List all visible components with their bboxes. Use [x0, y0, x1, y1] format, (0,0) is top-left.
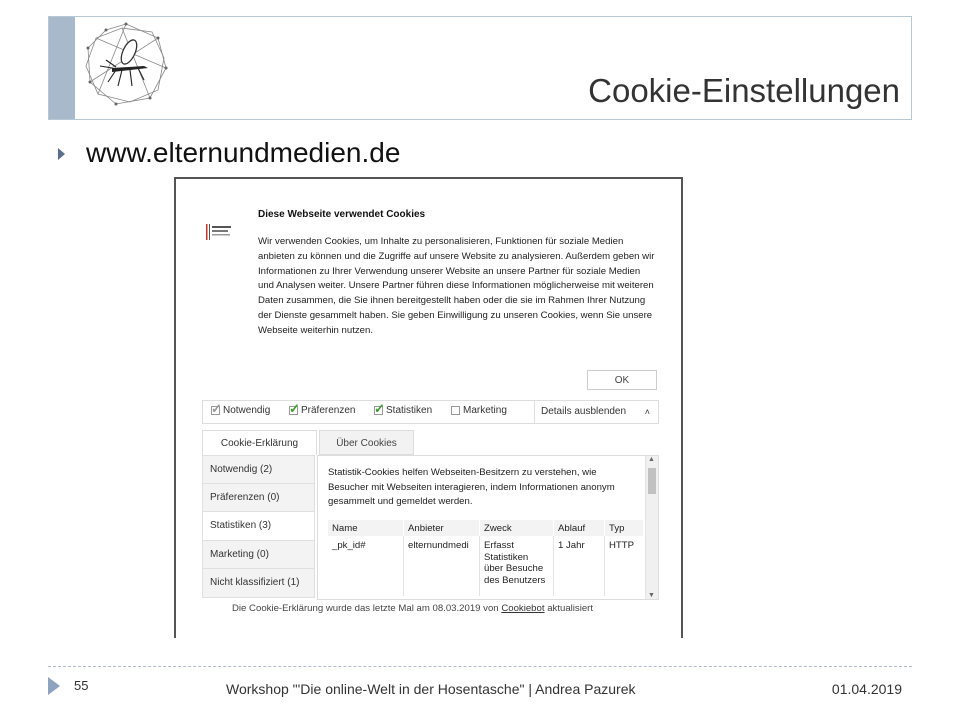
checkbox-marketing[interactable]: [451, 405, 507, 416]
checkbox-box: [211, 401, 222, 416]
checkbox-notwendig[interactable]: [211, 401, 271, 416]
footer-title: Workshop "'Die online-Welt in der Hosentasche" | Andrea Pazurek: [226, 681, 636, 697]
checkbox-label: Marketing: [463, 405, 507, 416]
checkbox-statistiken[interactable]: [374, 401, 433, 416]
dialog-title: Diese Webseite verwendet Cookies: [258, 209, 426, 220]
cookie-table: [328, 520, 644, 596]
scrollbar-thumb[interactable]: [648, 468, 656, 494]
tab-cookie-erklaerung[interactable]: Cookie-Erklärung: [202, 430, 317, 455]
ok-button[interactable]: OK: [587, 370, 657, 390]
category-statistiken[interactable]: Statistiken (3): [202, 512, 315, 541]
checkbox-box: [374, 401, 385, 416]
category-list: [202, 455, 315, 598]
page-number: 55: [74, 678, 89, 693]
column-header: Ablauf: [554, 520, 605, 536]
checkbox-box: [451, 406, 460, 415]
footer-prefix: Die Cookie-Erklärung wurde das letzte Mal am 08.03.2019 von: [232, 603, 499, 614]
scrollbar[interactable]: [645, 456, 658, 599]
chevron-up-icon: ˄: [644, 407, 650, 417]
column-header: Name: [328, 520, 404, 536]
consent-checkbox-row: [202, 400, 659, 424]
category-nicht-klassifiziert[interactable]: Nicht klassifiziert (1): [202, 569, 315, 598]
table-cell: _pk_id#: [328, 536, 404, 596]
tab-ueber-cookies[interactable]: Über Cookies: [319, 430, 414, 455]
dialog-body-text: Wir verwenden Cookies, um Inhalte zu personalisieren, Funktionen für soziale Medien anbieten zu können und die Zugriffe auf unsere Website zu analysieren. Außerdem geben wir Informationen zu Ihrer Verwendung unserer Website an unsere Partner für soziale Medien und Analysen weiter. Unsere Partner führen diese Informationen möglicherweise mit weiteren Daten zusammen, die Sie ihnen bereitgestellt haben oder die sie im Rahmen Ihrer Nutzung der Dienste gesammelt haben. Sie geben Einwilligung zu unseren Cookies, wenn Sie unsere Webseite weiterhin nutzen.: [258, 236, 655, 336]
checkbox-label: Präferenzen: [301, 405, 356, 416]
checkbox-label: Statistiken: [386, 405, 433, 416]
checkbox-label: Notwendig: [223, 405, 271, 416]
check-icon: ✓: [211, 401, 222, 416]
category-description: Statistik-Cookies helfen Webseiten-Besitzern zu verstehen, wie Besucher mit Webseiten interagieren, indem Informationen anonym gesammelt und gemeldet werden.: [328, 467, 615, 507]
details-toggle-button[interactable]: [534, 401, 658, 423]
checkbox-box: [289, 401, 300, 416]
table-cell: elternundmedi: [404, 536, 480, 596]
declaration-footer: [232, 603, 593, 614]
table-cell: HTTP: [609, 540, 635, 551]
category-praeferenzen[interactable]: Präferenzen (0): [202, 484, 315, 513]
cookiebot-link[interactable]: Cookiebot: [501, 603, 545, 614]
landesanstalt-logo-icon: [206, 223, 232, 241]
table-row: [328, 536, 644, 596]
column-header: Typ: [605, 520, 644, 536]
column-header: Anbieter: [404, 520, 480, 536]
check-icon: ✓: [289, 401, 300, 416]
slide-title: Cookie-Einstellungen: [588, 72, 900, 109]
category-marketing[interactable]: Marketing (0): [202, 541, 315, 570]
footer-divider: [48, 666, 912, 667]
table-cell: 1 Jahr: [554, 536, 605, 596]
scroll-up-icon[interactable]: ▲: [648, 456, 655, 463]
column-header: Zweck: [480, 520, 554, 536]
category-detail-panel: [317, 455, 659, 600]
header-accent-bar: [49, 17, 75, 119]
bullet-arrow-icon: [58, 148, 65, 160]
footer-arrow-icon: [48, 677, 60, 695]
check-icon: ✓: [374, 401, 385, 416]
scroll-down-icon[interactable]: ▼: [648, 592, 655, 599]
table-header-row: [328, 520, 644, 536]
checkbox-praeferenzen[interactable]: [289, 401, 356, 416]
cookie-dialog-screenshot: [174, 177, 683, 638]
category-notwendig[interactable]: Notwendig (2): [202, 455, 315, 484]
details-label: Details ausblenden: [541, 406, 627, 417]
bullet-website: www.elternundmedien.de: [86, 137, 401, 168]
table-cell: Erfasst Statistiken über Besuche des Benutzers: [480, 536, 554, 596]
mosquito-logo-icon: [82, 20, 170, 108]
footer-date: 01.04.2019: [831, 681, 902, 697]
footer-suffix: aktualisiert: [547, 603, 594, 614]
